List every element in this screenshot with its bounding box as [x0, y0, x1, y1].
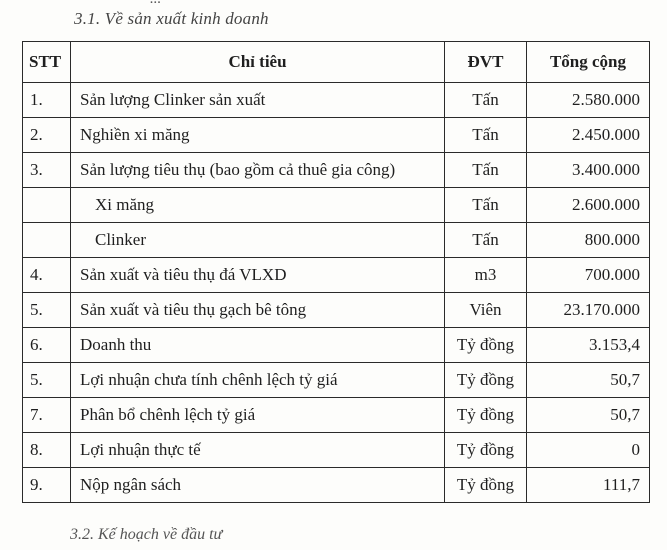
row-indicator: Doanh thu: [71, 328, 445, 363]
row-total: 2.580.000: [527, 83, 650, 118]
row-stt: 5.: [23, 363, 71, 398]
row-unit: Tấn: [445, 223, 527, 258]
row-total: 111,7: [527, 468, 650, 503]
row-indicator: Nghiền xi măng: [71, 118, 445, 153]
row-unit: Tỷ đồng: [445, 398, 527, 433]
row-total: 50,7: [527, 363, 650, 398]
row-total: 700.000: [527, 258, 650, 293]
row-unit: Tấn: [445, 153, 527, 188]
row-indicator: Lợi nhuận chưa tính chênh lệch tỷ giá: [71, 363, 445, 398]
row-stt: 5.: [23, 293, 71, 328]
row-indicator: Clinker: [71, 223, 445, 258]
row-unit: Tấn: [445, 118, 527, 153]
row-stt: 8.: [23, 433, 71, 468]
row-total: 800.000: [527, 223, 650, 258]
row-total: 50,7: [527, 398, 650, 433]
row-total: 2.450.000: [527, 118, 650, 153]
row-stt: 4.: [23, 258, 71, 293]
row-indicator: Sản lượng Clinker sản xuất: [71, 83, 445, 118]
row-stt: [23, 223, 71, 258]
row-stt: 3.: [23, 153, 71, 188]
table-header-row: [23, 42, 650, 83]
row-indicator: Sản xuất và tiêu thụ đá VLXD: [71, 258, 445, 293]
row-total: 2.600.000: [527, 188, 650, 223]
table-row: [23, 83, 650, 118]
table-row: [23, 468, 650, 503]
section-heading: 3.1. Về sản xuất kinh doanh: [74, 9, 269, 28]
table-row: [23, 398, 650, 433]
production-business-table: [22, 41, 650, 503]
row-indicator: Sản xuất và tiêu thụ gạch bê tông: [71, 293, 445, 328]
table-row: [23, 433, 650, 468]
row-total: 23.170.000: [527, 293, 650, 328]
row-total: 3.400.000: [527, 153, 650, 188]
row-stt: [23, 188, 71, 223]
row-indicator: Phân bổ chênh lệch tỷ giá: [71, 398, 445, 433]
table-row: [23, 188, 650, 223]
row-indicator: Nộp ngân sách: [71, 468, 445, 503]
row-total: 0: [527, 433, 650, 468]
header-unit: ĐVT: [445, 42, 527, 83]
row-unit: Viên: [445, 293, 527, 328]
row-total: 3.153,4: [527, 328, 650, 363]
row-unit: m3: [445, 258, 527, 293]
top-text-fragment: [150, 0, 161, 8]
header-stt: STT: [23, 42, 71, 83]
row-unit: Tỷ đồng: [445, 363, 527, 398]
table-row: [23, 293, 650, 328]
row-unit: Tấn: [445, 188, 527, 223]
table-row: [23, 363, 650, 398]
row-stt: 1.: [23, 83, 71, 118]
next-section-heading: 3.2. Kế hoạch về đầu tư: [70, 526, 223, 543]
table-row: [23, 328, 650, 363]
header-total: Tổng cộng: [527, 42, 650, 83]
row-unit: Tấn: [445, 83, 527, 118]
row-indicator: Xi măng: [71, 188, 445, 223]
row-stt: 9.: [23, 468, 71, 503]
row-unit: Tỷ đồng: [445, 328, 527, 363]
row-stt: 6.: [23, 328, 71, 363]
table-row: [23, 223, 650, 258]
row-unit: Tỷ đồng: [445, 433, 527, 468]
table-row: [23, 153, 650, 188]
row-unit: Tỷ đồng: [445, 468, 527, 503]
table-row: [23, 118, 650, 153]
row-stt: 7.: [23, 398, 71, 433]
row-indicator: Sản lượng tiêu thụ (bao gồm cả thuê gia công): [71, 153, 445, 188]
table-row: [23, 258, 650, 293]
row-indicator: Lợi nhuận thực tế: [71, 433, 445, 468]
header-indicator: Chỉ tiêu: [71, 42, 445, 83]
row-stt: 2.: [23, 118, 71, 153]
